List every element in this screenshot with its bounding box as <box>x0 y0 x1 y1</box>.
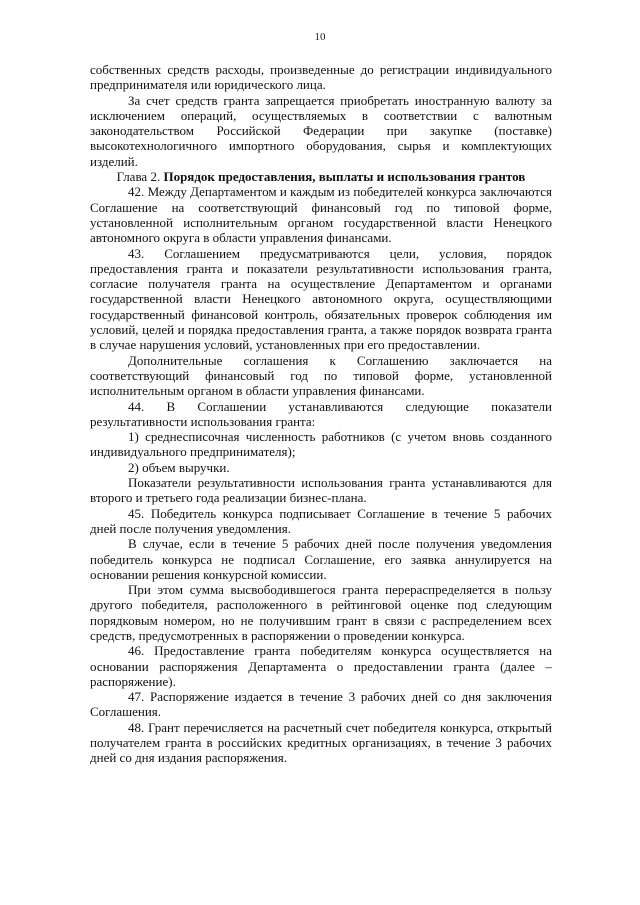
chapter-heading <box>90 169 552 184</box>
paragraph-44-indicators: Показатели результативности использования гранта устанавливаются для второго и третьего года реализации бизнес-плана. <box>90 475 552 506</box>
paragraph-46: 46. Предоставление гранта победителям конкурса осуществляется на основании распоряжения Департамента о предоставлении гранта (далее – распоряжение). <box>90 643 552 689</box>
paragraph-continuation: собственных средств расходы, произведенные до регистрации индивидуального предпринимателя или юридического лица. <box>90 62 552 93</box>
chapter-prefix: Глава 2. <box>116 169 164 185</box>
paragraph-45: 45. Победитель конкурса подписывает Соглашение в течение 5 рабочих дней после получения уведомления. <box>90 505 552 536</box>
paragraph-48: 48. Грант перечисляется на расчетный счет победителя конкурса, открытый получателем гранта в российских кредитных организациях, в течение 3 рабочих дней со дня издания распоряжения. <box>90 719 552 766</box>
paragraph-45-redistribution: При этом сумма высвободившегося гранта перераспределяется в пользу другого победителя, расположенного в рейтинговой оценке под следующим порядковым номером, но не получившим грант в связи с распределением всех средств, предусмотренных в распоряжении о проведении конкурса. <box>90 582 552 643</box>
paragraph-43: 43. Соглашением предусматриваются цели, условия, порядок предоставления гранта и показатели результативности использования гранта, согласие получателя гранта на осуществление Департаментом и органами государственной власти Ненецкого автономного округа, осуществляющими государственный финансовой контроль, обязательных проверок соблюдения им условий, целей и порядка предоставления гранта, а также порядок возврата гранта в случае нарушения условий, установленных при его предоставлении. <box>90 245 552 353</box>
paragraph-44-item-1: 1) среднесписочная численность работников (с учетом вновь созданного индивидуального предпринимателя); <box>90 429 552 460</box>
paragraph-42: 42. Между Департаментом и каждым из победителей конкурса заключаются Соглашение на соответствующий финансовый год по типовой форме, установленной исполнительным органом государственной власти Ненецкого автономного округа в области управления финансами. <box>90 184 552 246</box>
paragraph-44: 44. В Соглашении устанавливаются следующие показатели результативности использования гранта: <box>90 398 552 429</box>
paragraph-currency-restriction: За счет средств гранта запрещается приобретать иностранную валюту за исключением операций, осуществляемых в соответствии с валютным законодательством Российской Федерации при закупке (поставке) высокотехнологичного импортного оборудования, сырья и комплектующих изделий. <box>90 92 552 169</box>
document-body <box>90 62 552 766</box>
paragraph-43-additional: Дополнительные соглашения к Соглашению заключается на соответствующий финансовый год по типовой форме, установленной исполнительным органом в области управления финансами. <box>90 352 552 399</box>
page-number: 10 <box>314 31 326 43</box>
paragraph-44-item-2: 2) объем выручки. <box>128 459 230 475</box>
paragraph-47: 47. Распоряжение издается в течение 3 рабочих дней со дня заключения Соглашения. <box>90 689 552 720</box>
paragraph-45-annulment: В случае, если в течение 5 рабочих дней после получения уведомления победитель конкурса не подписал Соглашение, его заявка аннулируется на основании решения конкурсной комиссии. <box>90 536 552 582</box>
chapter-title: Порядок предоставления, выплаты и использования грантов <box>163 169 526 185</box>
